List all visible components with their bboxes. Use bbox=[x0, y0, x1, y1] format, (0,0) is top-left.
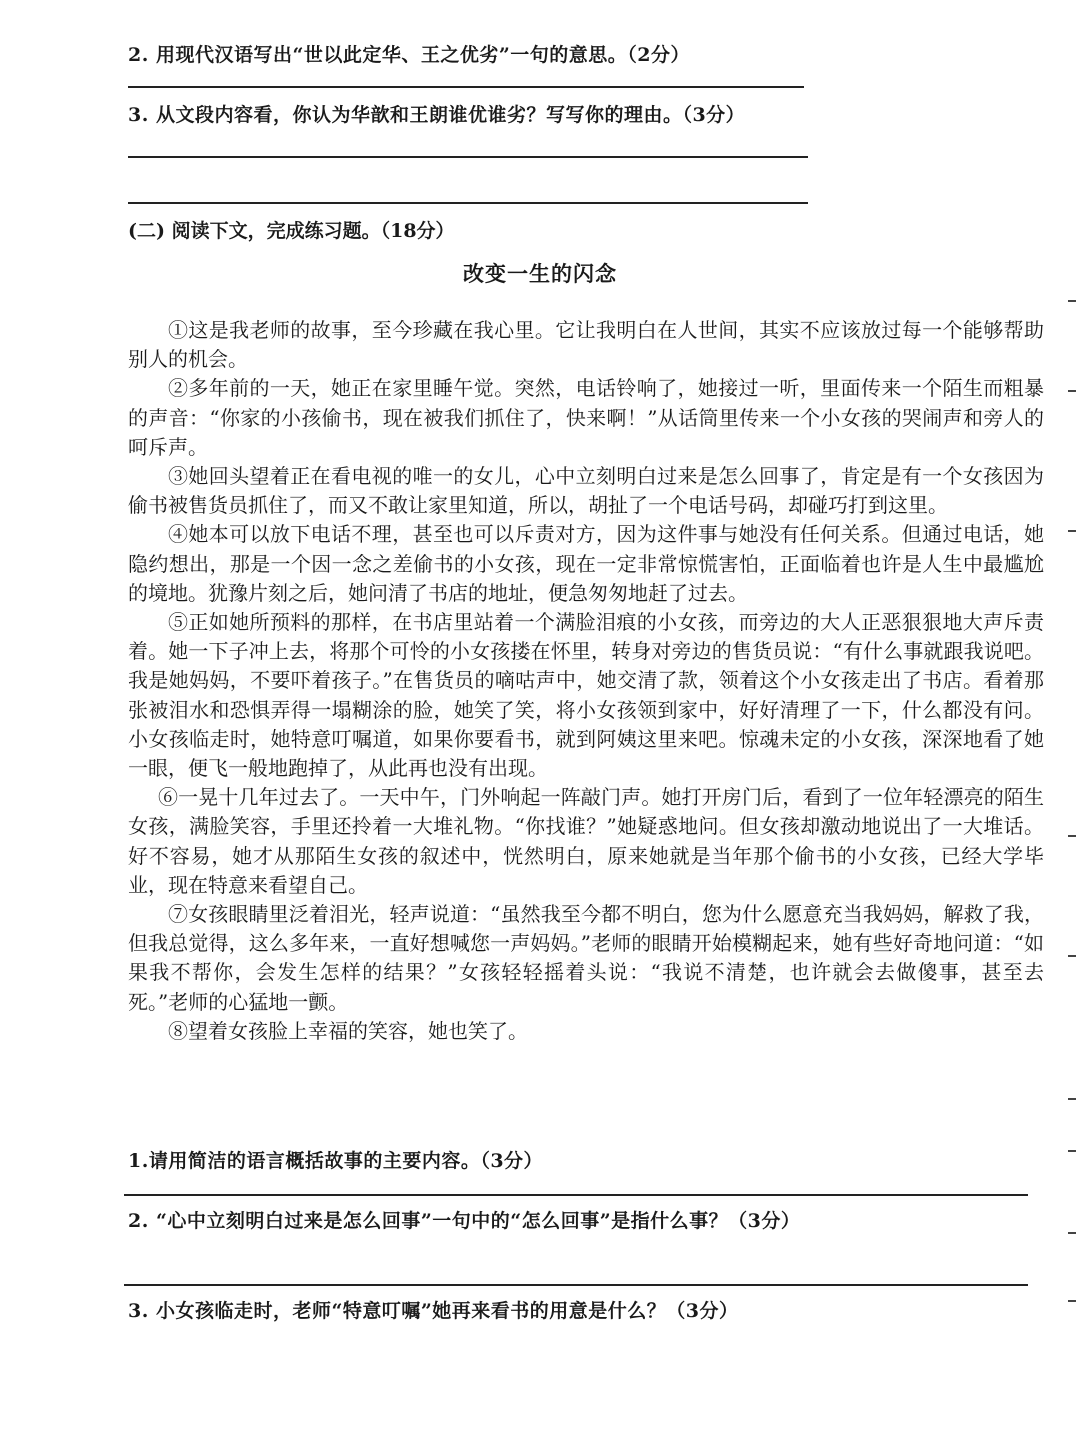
paragraph-3: ③她回头望着正在看电视的唯一的女儿，心中立刻明白过来是怎么回事了，肯定是有一个女孩因为偷书被售货员抓住了，而又不敢让家里知道，所以，胡扯了一个电话号码，却碰巧打到这里。 bbox=[128, 464, 1044, 518]
answer-line bbox=[124, 1194, 1028, 1196]
paragraph-8: ⑧望着女孩脸上幸福的笑容，她也笑了。 bbox=[168, 1018, 528, 1043]
answer-line bbox=[124, 1284, 1028, 1286]
scan-edge-mark bbox=[1068, 390, 1076, 392]
answer-line bbox=[128, 86, 804, 88]
paragraph-4: ④她本可以放下电话不理，甚至也可以斥责对方，因为这件事与她没有任何关系。但通过电话，她隐约想出，那是一个因一念之差偷书的小女孩，现在一定非常惊慌害怕，正面临着也许是人生中最尴尬的境地。犹豫片刻之后，她问清了书店的地址，便急匆匆地赶了过去。 bbox=[128, 522, 1044, 605]
paragraph-1: ①这是我老师的故事，至今珍藏在我心里。它让我明白在人世间，其实不应该放过每一个能够帮助别人的机会。 bbox=[128, 318, 1044, 372]
scan-edge-mark bbox=[1068, 530, 1076, 532]
question-2-part1: 2. 用现代汉语写出“世以此定华、王之优劣”一句的意思。（2分） bbox=[128, 44, 691, 66]
question-2-part2: 2. “心中立刻明白过来是怎么回事”一句中的“怎么回事”是指什么事？（3分） bbox=[128, 1210, 801, 1232]
question-3-part1: 3. 从文段内容看，你认为华歆和王朗谁优谁劣？写写你的理由。（3分） bbox=[128, 104, 746, 126]
passage-title: 改变一生的闪念 bbox=[463, 261, 617, 286]
scan-edge-mark bbox=[1068, 955, 1076, 957]
answer-line bbox=[128, 202, 808, 204]
question-3-part2: 3. 小女孩临走时，老师“特意叮嘱”她再来看书的用意是什么？（3分） bbox=[128, 1300, 739, 1322]
scan-edge-mark bbox=[1068, 835, 1076, 837]
section-heading: (二) 阅读下文，完成练习题。（18分） bbox=[128, 220, 455, 242]
scan-edge-mark bbox=[1068, 1232, 1076, 1234]
scan-edge-mark bbox=[1068, 1300, 1076, 1302]
passage-body bbox=[128, 316, 1044, 1046]
answer-line bbox=[128, 156, 808, 158]
paragraph-6: ⑥一晃十几年过去了。一天中午，门外响起一阵敲门声。她打开房门后，看到了一位年轻漂亮的陌生女孩，满脸笑容，手里还拎着一大堆礼物。“你找谁？”她疑惑地问。但女孩却激动地说出了一大堆话。好不容易，她才从那陌生女孩的叙述中，恍然明白，原来她就是当年那个偷书的小女孩，已经大学毕业，现在特意来看望自己。 bbox=[128, 785, 1044, 897]
scan-edge-mark bbox=[1068, 300, 1076, 302]
question-1-part2: 1.请用简洁的语言概括故事的主要内容。（3分） bbox=[128, 1150, 544, 1172]
paragraph-7: ⑦女孩眼睛里泛着泪光，轻声说道：“虽然我至今都不明白，您为什么愿意充当我妈妈，解救了我，但我总觉得，这么多年来，一直好想喊您一声妈妈。”老师的眼睛开始模糊起来，她有些好奇地问道：“如果我不帮你，会发生怎样的结果？”女孩轻轻摇着头说：“我说不清楚，也许就会去做傻事，甚至去死。”老师的心猛地一颤。 bbox=[128, 902, 1044, 1014]
scan-edge-mark bbox=[1068, 1150, 1076, 1152]
scan-edge-mark bbox=[1068, 1098, 1076, 1100]
paragraph-2: ②多年前的一天，她正在家里睡午觉。突然，电话铃响了，她接过一听，里面传来一个陌生而粗暴的声音：“你家的小孩偷书，现在被我们抓住了，快来啊！”从话筒里传来一个小女孩的哭闹声和旁人的呵斥声。 bbox=[128, 376, 1044, 459]
paragraph-5: ⑤正如她所预料的那样，在书店里站着一个满脸泪痕的小女孩，而旁边的大人正恶狠狠地大声斥责着。她一下子冲上去，将那个可怜的小女孩搂在怀里，转身对旁边的售货员说：“有什么事就跟我说吧。我是她妈妈，不要吓着孩子。”在售货员的嘀咕声中，她交清了款，领着这个小女孩走出了书店。看着那张被泪水和恐惧弄得一塌糊涂的脸，她笑了笑，将小女孩领到家中，好好清理了一下，什么都没有问。小女孩临走时，她特意叮嘱道，如果你要看书，就到阿姨这里来吧。惊魂未定的小女孩，深深地看了她一眼，便飞一般地跑掉了，从此再也没有出现。 bbox=[128, 610, 1044, 781]
